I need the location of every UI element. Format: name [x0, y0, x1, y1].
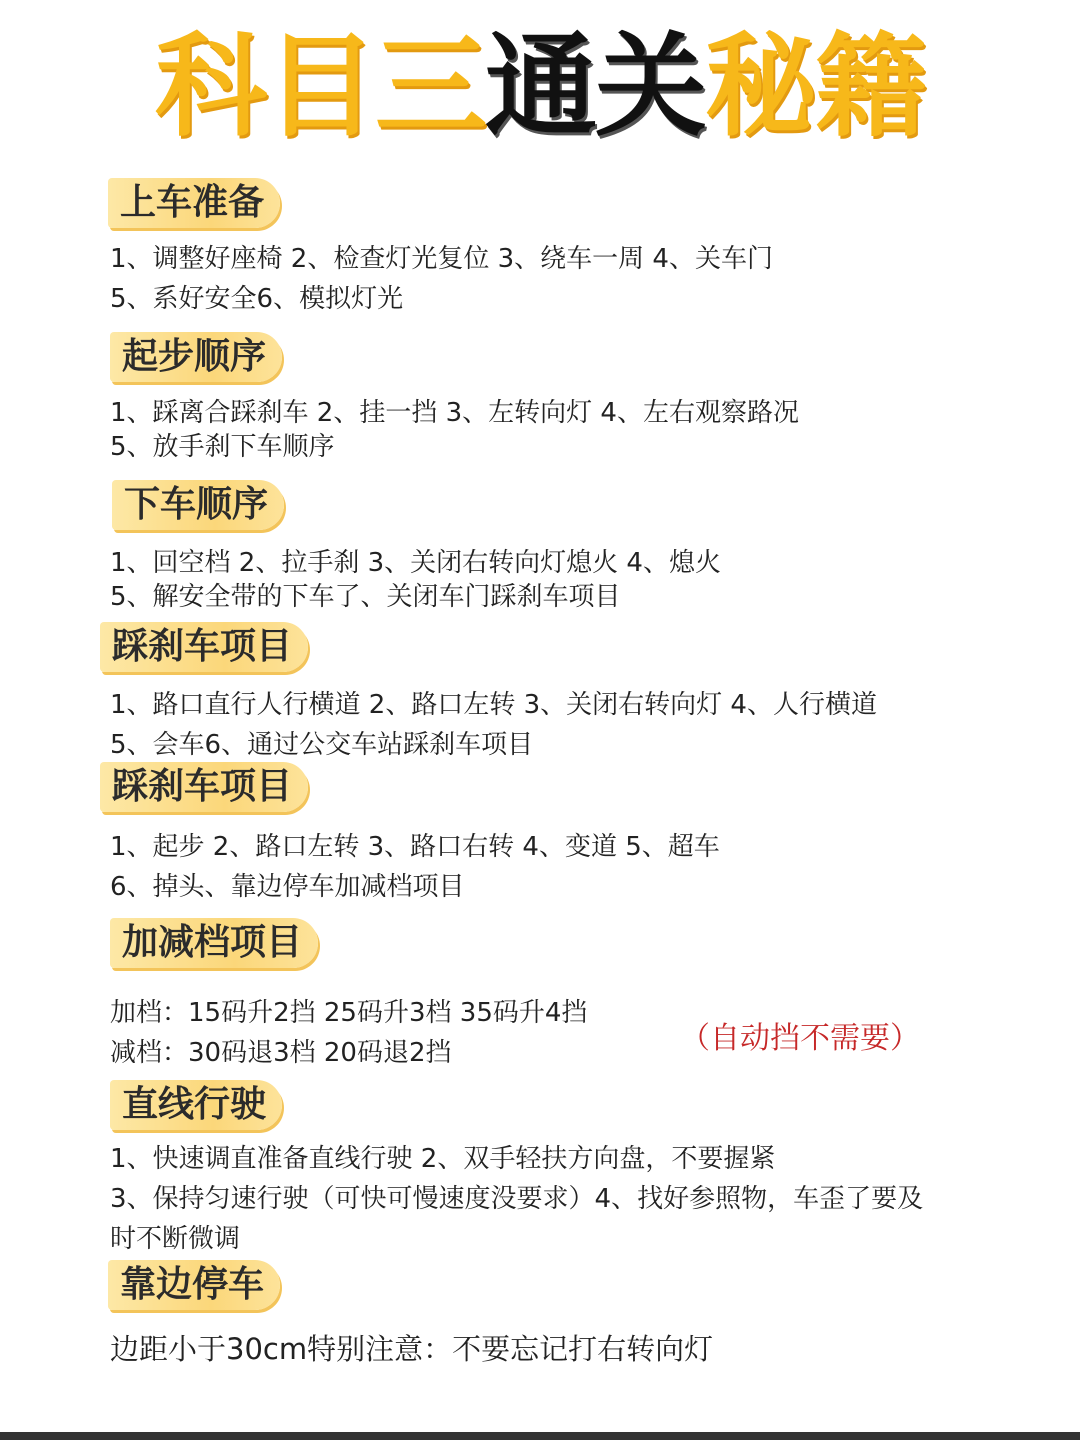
section-line: 时不断微调 [110, 1224, 241, 1254]
automatic-note: （自动挡不需要） [680, 1021, 920, 1056]
section-line: 1、调整好座椅 2、检查灯光复位 3、绕车一周 4、关车门 [110, 244, 773, 274]
section-line: 1、踩离合踩刹车 2、挂一挡 3、左转向灯 4、左右观察路况 [110, 398, 799, 428]
title-part-1: 科目三 [155, 22, 485, 152]
section-heading-brake-items-1: 踩刹车项目 [100, 622, 308, 672]
title-part-2: 通关 [485, 22, 705, 152]
section-line: 5、会车6、通过公交车站踩刹车项目 [110, 730, 534, 760]
section-line: 3、保持匀速行驶（可快可慢速度没要求）4、找好参照物，车歪了要及 [110, 1184, 924, 1214]
section-heading-boarding: 上车准备 [108, 178, 280, 228]
section-line: 减档：30码退3档 20码退2挡 [110, 1038, 452, 1068]
page-title [0, 22, 1080, 152]
section-heading-exit-sequence: 下车顺序 [112, 480, 284, 530]
section-heading-start-sequence: 起步顺序 [110, 332, 282, 382]
section-heading-straight-driving: 直线行驶 [110, 1080, 282, 1130]
section-line: 5、解安全带的下车了、关闭车门踩刹车项目 [110, 582, 621, 612]
section-line: 5、系好安全6、模拟灯光 [110, 284, 404, 314]
section-line: 1、起步 2、路口左转 3、路口右转 4、变道 5、超车 [110, 832, 720, 862]
section-heading-brake-items-2: 踩刹车项目 [100, 762, 308, 812]
section-heading-pull-over: 靠边停车 [108, 1260, 280, 1310]
section-line: 边距小于30cm特别注意：不要忘记打右转向灯 [110, 1332, 714, 1366]
section-heading-gear-shift: 加减档项目 [110, 918, 318, 968]
section-line: 加档：15码升2挡 25码升3档 35码升4挡 [110, 998, 588, 1028]
bottom-bar [0, 1432, 1080, 1440]
section-line: 1、快速调直准备直线行驶 2、双手轻扶方向盘，不要握紧 [110, 1144, 776, 1174]
section-line: 1、回空档 2、拉手刹 3、关闭右转向灯熄火 4、熄火 [110, 548, 721, 578]
section-line: 5、放手刹下车顺序 [110, 432, 335, 462]
title-part-3: 秘籍 [705, 22, 925, 152]
section-line: 6、掉头、靠边停车加减档项目 [110, 872, 465, 902]
section-line: 1、路口直行人行横道 2、路口左转 3、关闭右转向灯 4、人行横道 [110, 690, 877, 720]
